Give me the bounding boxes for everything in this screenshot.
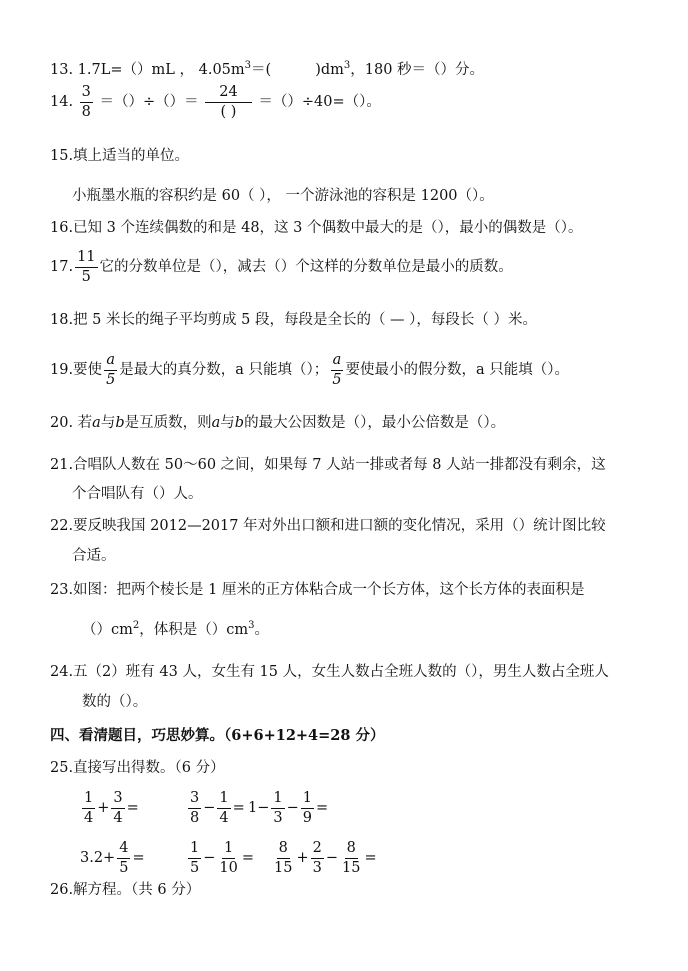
section-4-title: 四、看清题目，巧思妙算。（6+6+12+4=28 分） (50, 727, 385, 744)
question-20: 20. 若a与b是互质数，则a与b的最大公因数是（），最小公倍数是（）。 (50, 415, 506, 431)
question-15-title: 15.填上适当的单位。 (50, 148, 190, 164)
question-15-line: 小瓶墨水瓶的容积约是 60（ ）， 一个游泳池的容积是 1200（）。 (72, 188, 494, 204)
fraction: $\frac{24}{( )}$ (205, 85, 251, 119)
question-13: 13. 1.7L=（）mL ， $4.05m^3=$( )$dm^3$，180 秒＝（）分。 (50, 60, 485, 78)
expression-2: $\frac{3}{8}$ − $\frac{1}{4}$ = (190, 790, 245, 826)
question-17: 17. $\frac{11}{5}$ 它的分数单位是（），减去（）个这样的分数单位是最小的质数。 (50, 249, 513, 285)
question-16: 16.已知 3 个连续偶数的和是 48，这 3 个偶数中最大的是（），最小的偶数是（）。 (50, 220, 583, 236)
expression-5: $\frac{1}{5}$ − $\frac{1}{10}$ = (190, 840, 254, 876)
question-14: 14. $\frac{3}{8}$ ＝（）÷（）＝ $\frac{24}{( )}$ ＝（）÷40=（）。 (50, 84, 381, 120)
question-26-title: 26.解方程。（共 6 分） (50, 882, 201, 898)
question-23-line-1: 23.如图：把两个棱长是 1 厘米的正方体粘合成一个长方体，这个长方体的表面积是 (50, 582, 585, 598)
fraction: $\frac{3}{8}$ (81, 84, 91, 120)
question-21-line-2: 个合唱队有（）人。 (72, 486, 203, 502)
question-25-title: 25.直接写出得数。（6 分） (50, 760, 225, 776)
fraction: $\frac{11}{5}$ (77, 249, 96, 285)
question-21-line-1: 21.合唱队人数在 50～60 之间，如果每 7 人站一排或者每 8 人站一排都没有剩余，这 (50, 457, 606, 473)
expression-4: 3.2+ $\frac{4}{5}$ = (80, 840, 145, 876)
question-22-line-1: 22.要反映我国 2012—2017 年对外出口额和进口额的变化情况，采用（）统计图比较 (50, 518, 606, 534)
expression-3: 1− $\frac{1}{3}$ − $\frac{1}{9}$ = (248, 790, 329, 826)
fraction: $\frac{a}{5}$ (106, 352, 116, 388)
expression-6: $\frac{8}{15}$ + $\frac{2}{3}$ − $\frac{8}{15}$ = (274, 840, 377, 876)
question-18: 18.把 5 米长的绳子平均剪成 5 段，每段是全长的（ — ），每段长（ ）米。 (50, 312, 538, 328)
question-24-line-2: 数的（）。 (82, 694, 148, 710)
expression-1: $\frac{1}{4}$ + $\frac{3}{4}$ = (84, 790, 139, 826)
question-22-line-2: 合适。 (72, 548, 116, 564)
fraction: $\frac{a}{5}$ (332, 352, 342, 388)
question-19: 19.要使 $\frac{a}{5}$ 是最大的真分数，a 只能填（）； $\frac{a}{5}$ 要使最小的假分数，a 只能填（）。 (50, 352, 570, 388)
question-23-line-2: $()cm^2$，体积是$()cm^3$。 (82, 620, 269, 638)
question-24-line-1: 24.五（2）班有 43 人，女生有 15 人，女生人数占全班人数的（），男生人数占全班人 (50, 664, 609, 680)
